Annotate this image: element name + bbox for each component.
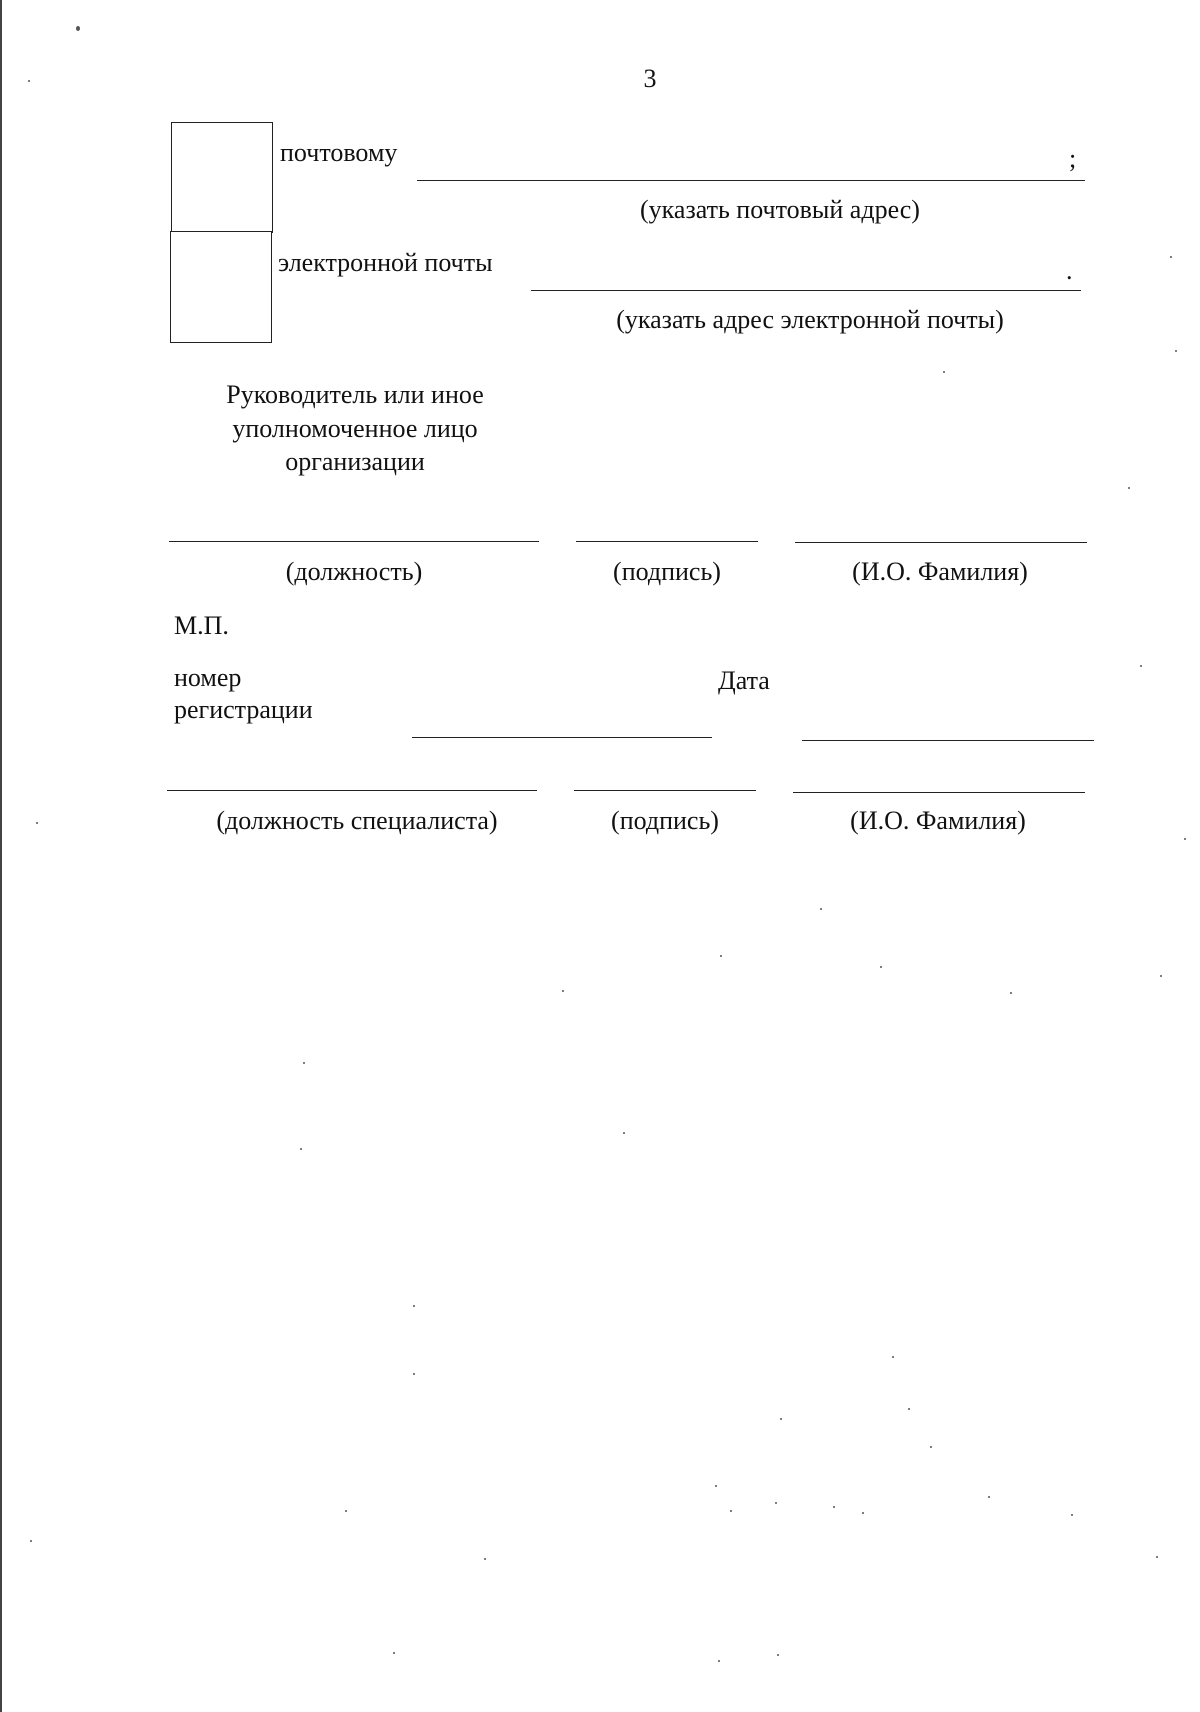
scan-speck — [36, 822, 38, 824]
email-address-field[interactable] — [531, 290, 1081, 291]
email-checkbox[interactable] — [170, 231, 272, 343]
signatory-heading-line3: организации — [285, 447, 425, 476]
registration-number-field[interactable] — [412, 737, 712, 738]
scan-speck — [862, 1512, 864, 1514]
scan-edge — [0, 0, 2, 1712]
stamp-label: М.П. — [174, 611, 229, 640]
signatory-heading-line1: Руководитель или иное — [226, 380, 484, 409]
scan-speck — [28, 80, 30, 82]
scan-speck — [1184, 838, 1186, 840]
scan-speck — [908, 1408, 910, 1410]
scan-speck — [833, 1506, 835, 1508]
email-label: электронной почты — [278, 248, 493, 277]
registration-label-line2: регистрации — [174, 695, 313, 724]
specialist-signature-field[interactable] — [574, 790, 756, 791]
registration-label-line1: номер — [174, 663, 242, 692]
scan-speck — [1175, 350, 1177, 352]
specialist-signature-caption: (подпись) — [611, 806, 719, 835]
scan-speck — [930, 1446, 932, 1448]
scan-speck — [1128, 487, 1130, 489]
scan-speck — [1170, 256, 1172, 258]
scan-speck — [720, 955, 722, 957]
scan-speck — [715, 1485, 717, 1487]
scan-speck — [820, 908, 822, 910]
postal-checkbox[interactable] — [171, 122, 273, 233]
scan-speck — [780, 1418, 782, 1420]
scan-speck — [345, 1510, 347, 1512]
postal-address-field[interactable] — [417, 180, 1085, 181]
date-label: Дата — [718, 666, 770, 695]
postal-label: почтовому — [280, 138, 398, 167]
signatory-name-caption: (И.О. Фамилия) — [852, 557, 1028, 586]
scan-speck — [988, 1496, 990, 1498]
page-number: 3 — [643, 64, 657, 93]
scan-speck — [393, 1652, 395, 1654]
scan-speck — [623, 1132, 625, 1134]
scan-speck — [775, 1502, 777, 1504]
scan-speck — [300, 1148, 302, 1150]
signatory-position-caption: (должность) — [285, 557, 423, 586]
email-address-hint: (указать адрес электронной почты) — [616, 305, 1004, 334]
scan-speck — [30, 1540, 32, 1542]
scan-speck — [413, 1373, 415, 1375]
scan-speck — [413, 1305, 415, 1307]
scan-speck — [1160, 975, 1162, 977]
signatory-signature-field[interactable] — [576, 541, 758, 542]
scan-speck — [76, 26, 80, 31]
scan-speck — [943, 371, 945, 373]
email-line-end: . — [1066, 256, 1073, 285]
scan-speck — [892, 1356, 894, 1358]
scan-speck — [303, 1062, 305, 1064]
specialist-name-caption: (И.О. Фамилия) — [850, 806, 1026, 835]
scan-speck — [484, 1558, 486, 1560]
specialist-position-caption: (должность специалиста) — [216, 806, 498, 835]
specialist-name-field[interactable] — [793, 792, 1085, 793]
signatory-position-field[interactable] — [169, 541, 539, 542]
date-field[interactable] — [802, 740, 1094, 741]
signatory-signature-caption: (подпись) — [613, 557, 721, 586]
scan-speck — [1071, 1514, 1073, 1516]
postal-line-end: ; — [1069, 144, 1077, 173]
scan-speck — [777, 1654, 779, 1656]
scan-speck — [1010, 992, 1012, 994]
scan-speck — [718, 1660, 720, 1662]
scan-speck — [1156, 1556, 1158, 1558]
postal-address-hint: (указать почтовый адрес) — [640, 195, 920, 224]
specialist-position-field[interactable] — [167, 790, 537, 791]
scan-speck — [1140, 665, 1142, 667]
signatory-name-field[interactable] — [795, 542, 1087, 543]
scan-speck — [880, 966, 882, 968]
scan-speck — [730, 1510, 732, 1512]
signatory-heading-line2: уполномоченное лицо — [232, 414, 478, 443]
scan-speck — [562, 990, 564, 992]
